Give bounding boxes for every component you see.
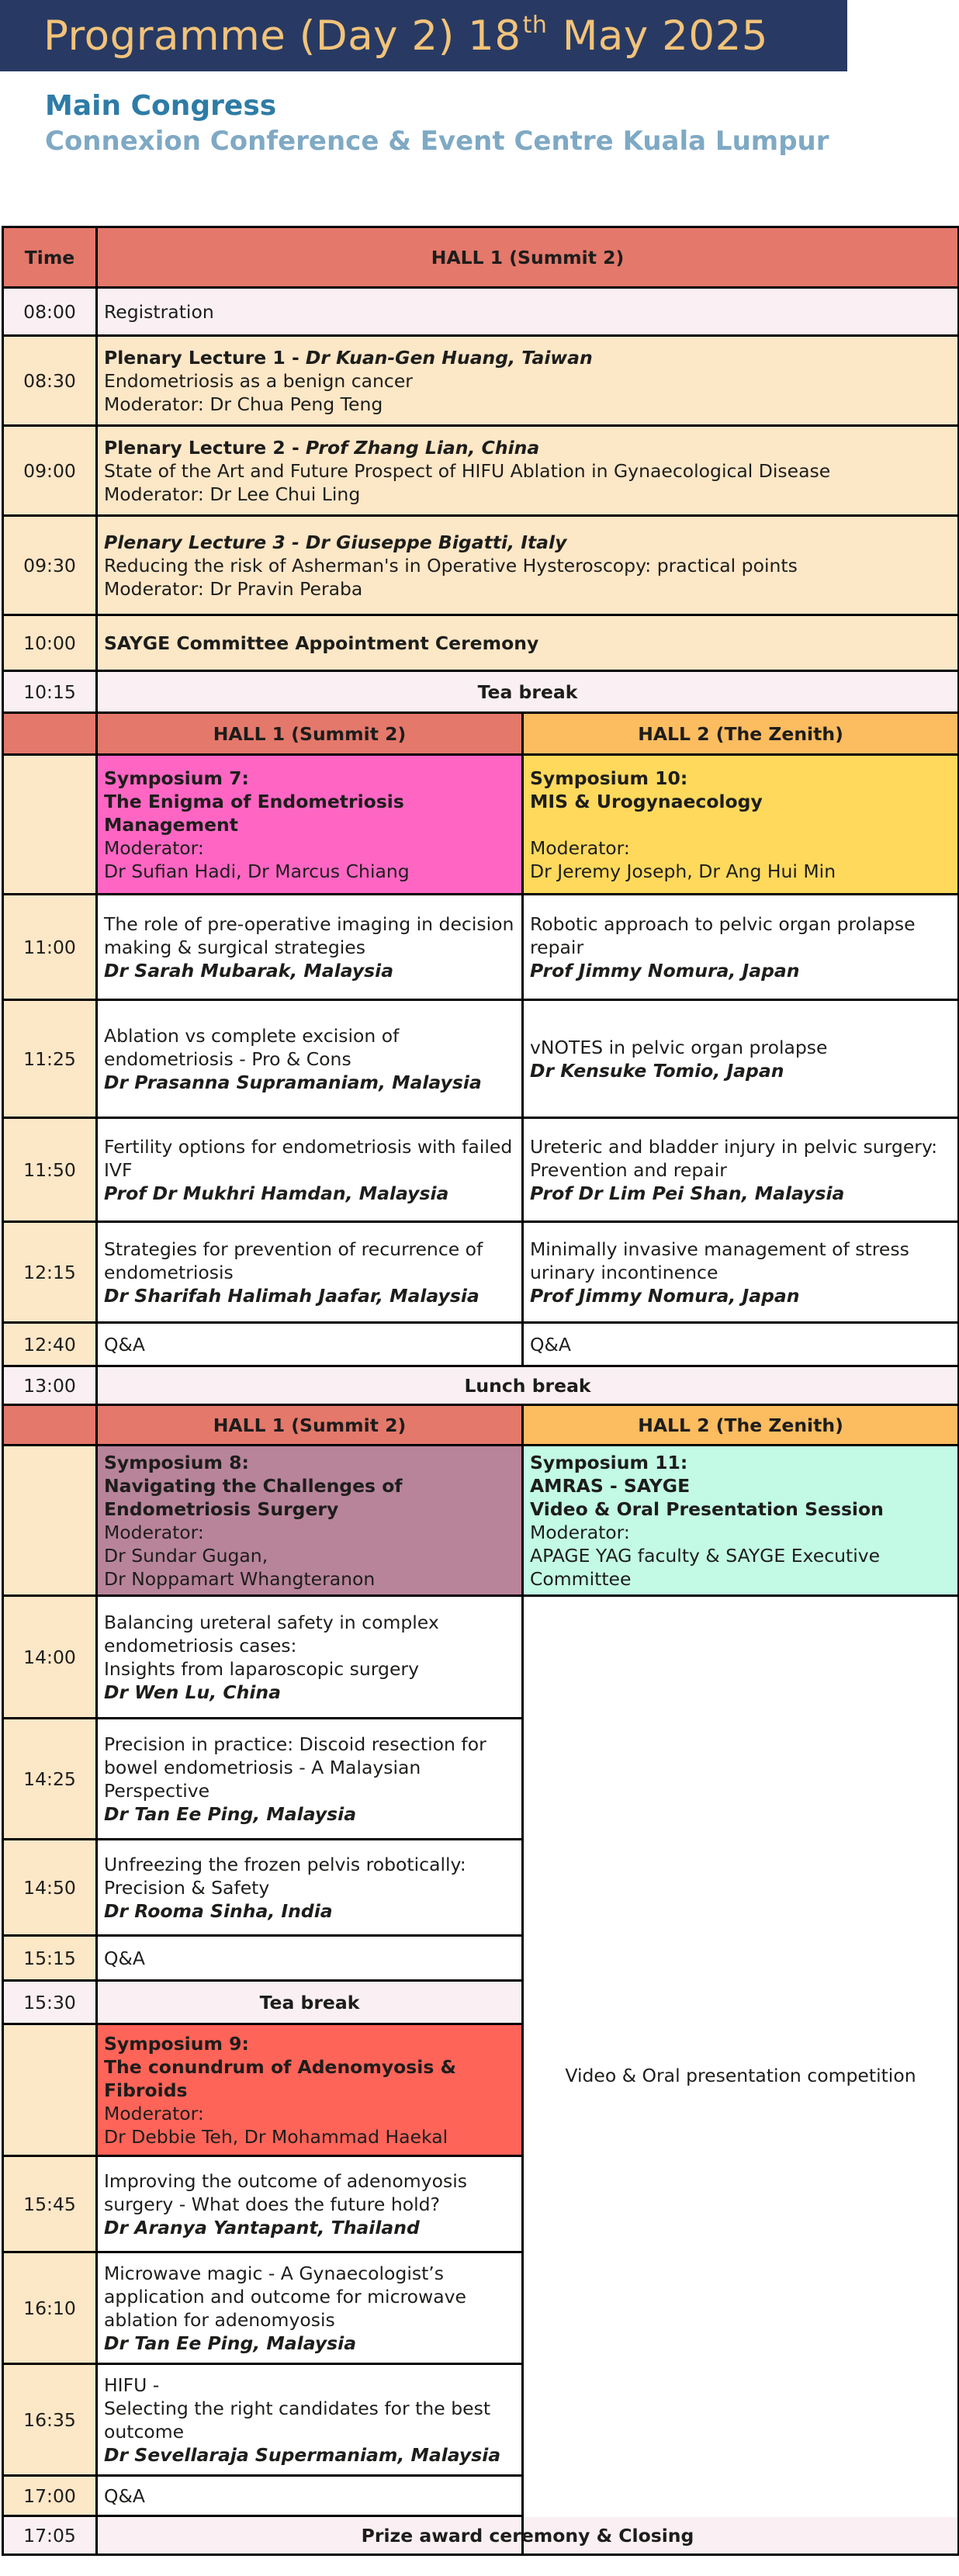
table-row bbox=[3, 895, 959, 1000]
table-header-row bbox=[3, 227, 959, 288]
time-cell: 08:30 bbox=[3, 336, 97, 426]
title-banner bbox=[0, 0, 847, 71]
time-cell: 10:15 bbox=[3, 671, 97, 713]
table-row bbox=[3, 426, 959, 516]
qa-cell: Q&A bbox=[523, 1323, 959, 1366]
table-row bbox=[3, 1000, 959, 1118]
time-cell: 12:15 bbox=[3, 1222, 97, 1323]
event-name: Main Congress bbox=[45, 90, 277, 122]
table-row bbox=[3, 1118, 959, 1222]
session-cell: Improving the outcome of adenomyosis surgery - What does the future hold? Dr Aranya Yantapant, Thailand bbox=[97, 2156, 523, 2252]
hall2-header: HALL 2 (The Zenith) bbox=[523, 1405, 959, 1446]
table-row bbox=[3, 288, 959, 336]
time-cell: 14:50 bbox=[3, 1840, 97, 1936]
time-cell: 10:00 bbox=[3, 615, 97, 671]
hall-header-spacer bbox=[3, 1405, 97, 1446]
ceremony-cell: SAYGE Committee Appointment Ceremony bbox=[97, 615, 959, 671]
time-cell: 17:05 bbox=[3, 2516, 97, 2555]
hall1-header: HALL 1 (Summit 2) bbox=[97, 1405, 523, 1446]
time-cell: 08:00 bbox=[3, 288, 97, 336]
time-cell: 17:00 bbox=[3, 2476, 97, 2516]
plenary-1-cell: Plenary Lecture 1 - Dr Kuan-Gen Huang, Taiwan Endometriosis as a benign cancer Moderator: Dr Chua Peng Teng bbox=[97, 336, 959, 426]
table-row bbox=[3, 1446, 959, 1596]
table-row bbox=[3, 755, 959, 895]
schedule-table bbox=[2, 226, 959, 2556]
qa-cell: Q&A bbox=[97, 2476, 523, 2516]
symposium-7-cell: Symposium 7: The Enigma of Endometriosis Management Moderator: Dr Sufian Hadi, Dr Marcus Chiang bbox=[97, 755, 523, 895]
hall-header-row bbox=[3, 1405, 959, 1446]
hall1-main-header: HALL 1 (Summit 2) bbox=[97, 227, 959, 288]
symposium-9-cell: Symposium 9: The conundrum of Adenomyosis & Fibroids Moderator: Dr Debbie Teh, Dr Mohammad Haekal bbox=[97, 2024, 523, 2156]
table-row bbox=[3, 516, 959, 615]
time-cell-empty bbox=[3, 2024, 97, 2156]
time-cell: 13:00 bbox=[3, 1366, 97, 1405]
session-cell: Microwave magic - A Gynaecologist’s application and outcome for microwave ablation for adenomyosis Dr Tan Ee Ping, Malaysia bbox=[97, 2252, 523, 2364]
time-cell: 14:00 bbox=[3, 1596, 97, 1719]
time-cell: 15:30 bbox=[3, 1981, 97, 2024]
time-cell: 14:25 bbox=[3, 1719, 97, 1840]
symposium-10-cell: Symposium 10: MIS & Urogynaecology Moderator: Dr Jeremy Joseph, Dr Ang Hui Min bbox=[523, 755, 959, 895]
session-cell: HIFU - Selecting the right candidates for the best outcome Dr Sevellaraja Supermaniam, Malaysia bbox=[97, 2364, 523, 2476]
registration-cell: Registration bbox=[97, 288, 959, 336]
time-cell: 16:10 bbox=[3, 2252, 97, 2364]
symposium-11-cell: Symposium 11: AMRAS - SAYGE Video & Oral Presentation Session Moderator: APAGE YAG faculty & SAYGE Executive Committee bbox=[523, 1446, 959, 1596]
qa-cell: Q&A bbox=[97, 1323, 523, 1366]
time-cell: 09:00 bbox=[3, 426, 97, 516]
session-cell: Robotic approach to pelvic organ prolapse repair Prof Jimmy Nomura, Japan bbox=[523, 895, 959, 1000]
tea-break-cell: Tea break bbox=[97, 671, 959, 713]
video-presentation-cell: Video & Oral presentation competition bbox=[523, 1596, 959, 2555]
lunch-break-cell: Lunch break bbox=[97, 1366, 959, 1405]
time-cell: 12:40 bbox=[3, 1323, 97, 1366]
table-row bbox=[3, 1366, 959, 1405]
table-row bbox=[3, 671, 959, 713]
table-row bbox=[3, 2516, 959, 2555]
time-cell: 11:25 bbox=[3, 1000, 97, 1118]
session-cell: Fertility options for endometriosis with failed IVF Prof Dr Mukhri Hamdan, Malaysia bbox=[97, 1118, 523, 1222]
time-header: Time bbox=[3, 227, 97, 288]
session-cell: Ureteric and bladder injury in pelvic surgery: Prevention and repair Prof Dr Lim Pei Shan, Malaysia bbox=[523, 1118, 959, 1222]
table-row bbox=[3, 615, 959, 671]
time-cell: 11:50 bbox=[3, 1118, 97, 1222]
page-title: Programme (Day 2) 18th May 2025 bbox=[43, 12, 769, 60]
table-row bbox=[3, 1222, 959, 1323]
time-cell: 09:30 bbox=[3, 516, 97, 615]
session-cell: Minimally invasive management of stress urinary incontinence Prof Jimmy Nomura, Japan bbox=[523, 1222, 959, 1323]
plenary-3-cell: Plenary Lecture 3 - Dr Giuseppe Bigatti, Italy Reducing the risk of Asherman's in Operative Hysteroscopy: practical points Moderator: Dr Pravin Peraba bbox=[97, 516, 959, 615]
hall2-header: HALL 2 (The Zenith) bbox=[523, 713, 959, 755]
hall-header-row bbox=[3, 713, 959, 755]
time-cell: 15:45 bbox=[3, 2156, 97, 2252]
session-cell: vNOTES in pelvic organ prolapse Dr Kensuke Tomio, Japan bbox=[523, 1000, 959, 1118]
session-cell: Unfreezing the frozen pelvis robotically: Precision & Safety Dr Rooma Sinha, India bbox=[97, 1840, 523, 1936]
table-row bbox=[3, 1323, 959, 1366]
symposium-8-cell: Symposium 8: Navigating the Challenges of Endometriosis Surgery Moderator: Dr Sundar Gugan, Dr Noppamart Whangteranon bbox=[97, 1446, 523, 1596]
venue-name: Connexion Conference & Event Centre Kuala Lumpur bbox=[45, 126, 829, 157]
session-cell: Ablation vs complete excision of endometriosis - Pro & Cons Dr Prasanna Supramaniam, Malaysia bbox=[97, 1000, 523, 1118]
hall-header-spacer bbox=[3, 713, 97, 755]
closing-cell: Prize award ceremony & Closing bbox=[97, 2516, 959, 2555]
table-row bbox=[3, 336, 959, 426]
qa-cell: Q&A bbox=[97, 1936, 523, 1981]
session-cell: Strategies for prevention of recurrence of endometriosis Dr Sharifah Halimah Jaafar, Malaysia bbox=[97, 1222, 523, 1323]
time-cell-empty bbox=[3, 1446, 97, 1596]
time-cell-empty bbox=[3, 755, 97, 895]
session-cell: Balancing ureteral safety in complex endometriosis cases: Insights from laparoscopic surgery Dr Wen Lu, China bbox=[97, 1596, 523, 1719]
time-cell: 16:35 bbox=[3, 2364, 97, 2476]
session-cell: Precision in practice: Discoid resection for bowel endometriosis - A Malaysian Perspective Dr Tan Ee Ping, Malaysia bbox=[97, 1719, 523, 1840]
hall1-header: HALL 1 (Summit 2) bbox=[97, 713, 523, 755]
session-cell: The role of pre-operative imaging in decision making & surgical strategies Dr Sarah Mubarak, Malaysia bbox=[97, 895, 523, 1000]
tea-break-cell: Tea break bbox=[97, 1981, 523, 2024]
plenary-2-cell: Plenary Lecture 2 - Prof Zhang Lian, China State of the Art and Future Prospect of HIFU Ablation in Gynaecological Disease Moderator: Dr Lee Chui Ling bbox=[97, 426, 959, 516]
time-cell: 15:15 bbox=[3, 1936, 97, 1981]
table-row bbox=[3, 1596, 959, 1719]
time-cell: 11:00 bbox=[3, 895, 97, 1000]
